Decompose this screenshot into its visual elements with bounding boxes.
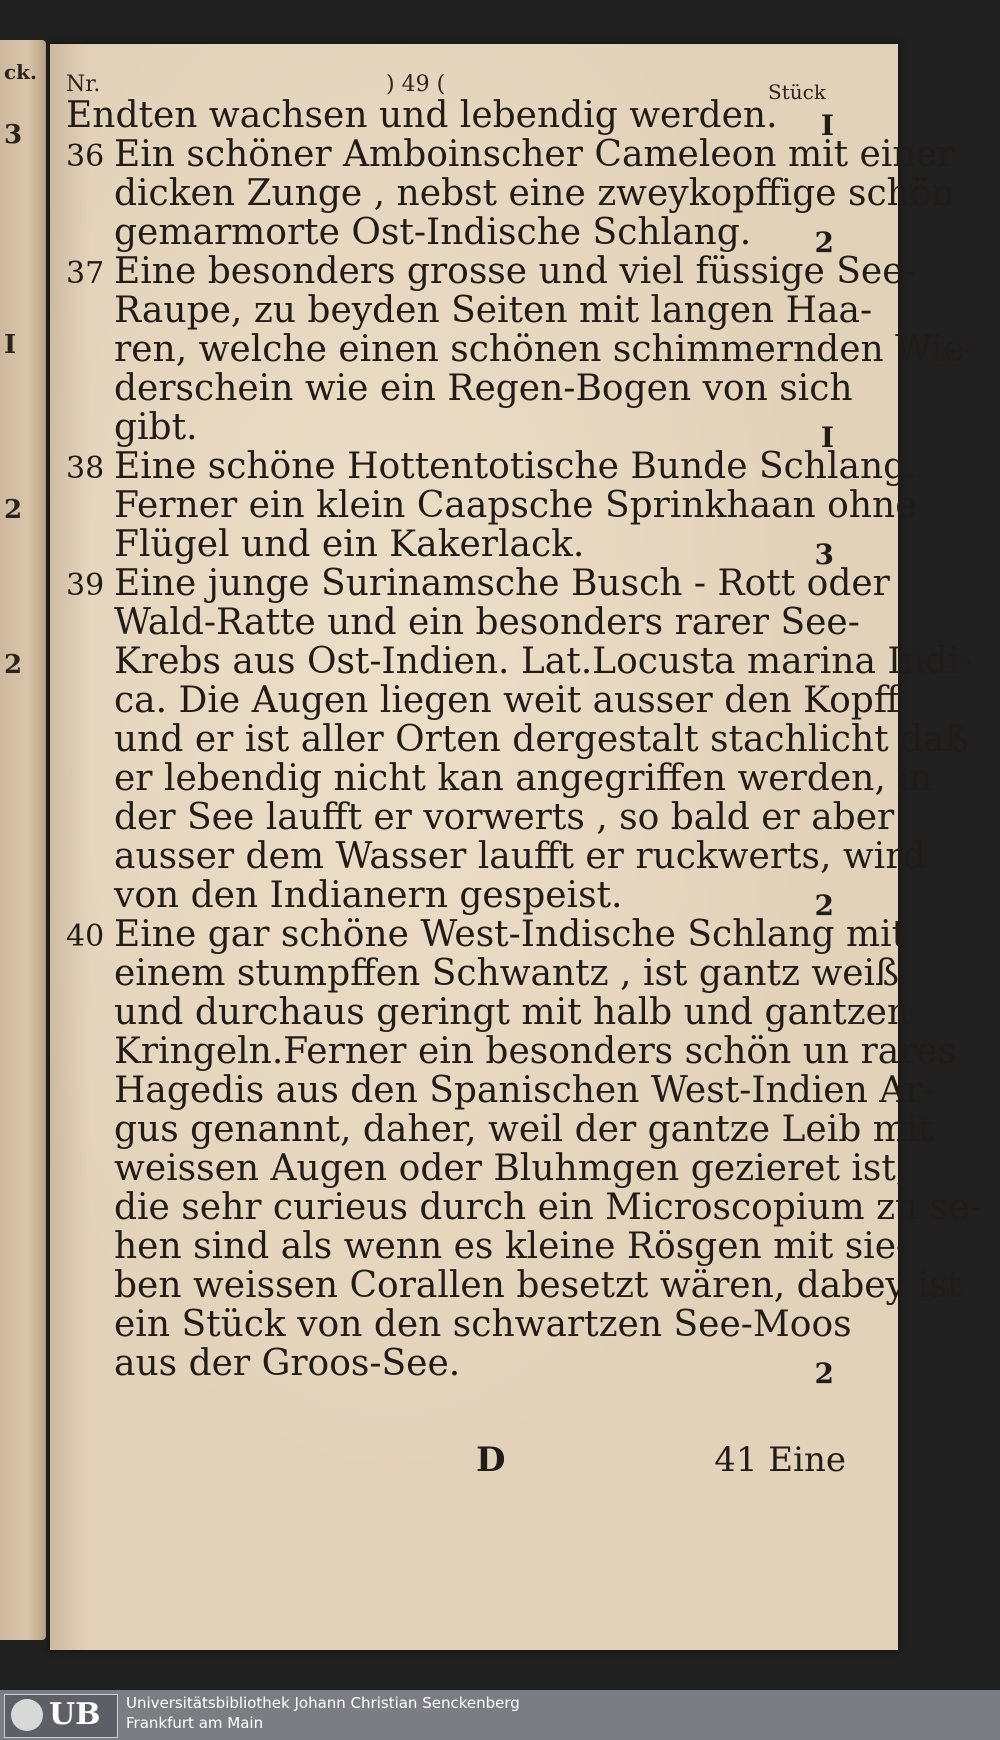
entry-line	[66, 1187, 982, 1228]
entry-line-text: ben weissen Corallen besetzt wären, dabey ist	[114, 1265, 962, 1306]
library-banner	[0, 1690, 1000, 1740]
entry-count: 2	[814, 226, 834, 259]
entry-line-text: aus der Groos-See.	[114, 1343, 461, 1384]
entry-line-text: Raupe, zu beyden Seiten mit langen Haa-	[114, 290, 873, 331]
entry-line	[66, 602, 860, 643]
entry-line-text: gus genannt, daher, weil der gantze Leib mit	[114, 1109, 933, 1150]
entry-line-text: dicken Zunge , nebst eine zweykopffige schön	[114, 173, 955, 214]
entry-line-text: ausser dem Wasser laufft er ruckwerts, wird	[114, 836, 926, 877]
catalog-entry	[66, 563, 972, 922]
entry-line	[66, 797, 895, 838]
entry-line	[66, 953, 900, 994]
entry-line	[66, 1070, 935, 1111]
signature-mark: D	[476, 1440, 506, 1480]
entry-line	[66, 251, 916, 292]
entry-line	[66, 446, 918, 487]
catalog-entry	[66, 95, 834, 142]
entry-line-text: Eine schöne Hottentotische Bunde Schlang.	[114, 446, 918, 487]
entry-line	[66, 213, 786, 252]
entry-line-text: er lebendig nicht kan angegriffen werden, in	[114, 758, 932, 799]
entry-line	[66, 914, 907, 955]
entry-line	[66, 563, 890, 604]
entry-number: 37	[66, 256, 105, 291]
entry-line-text: Hagedis aus den Spanischen West-Indien Ar-	[114, 1070, 935, 1111]
catalog-entry	[66, 134, 955, 259]
library-city: Frankfurt am Main	[126, 1714, 264, 1732]
entry-line-text: die sehr curieus durch ein Microscopium zu se-	[114, 1187, 982, 1228]
entry-line	[66, 680, 900, 721]
entry-line-text: Eine junge Surinamsche Busch - Rott oder	[114, 563, 890, 604]
entry-line-text: und er ist aller Orten dergestalt stachlicht daß	[114, 719, 969, 760]
catchword: 41 Eine	[714, 1440, 846, 1480]
entry-number: 39	[66, 568, 105, 603]
entry-line	[66, 992, 911, 1033]
entry-line	[66, 134, 955, 175]
catalog-text	[66, 95, 982, 1390]
entry-line-text: Flügel und ein Kakerlack.	[114, 524, 585, 565]
entry-line-text: Endten wachsen und lebendig werden.	[66, 95, 778, 136]
entry-line-text: Wald-Ratte und ein besonders rarer See-	[114, 602, 860, 643]
entry-line-text: Ferner ein klein Caapsche Sprinkhaan ohne	[114, 485, 917, 526]
entry-line-text: ein Stück von den schwartzen See-Moos	[114, 1304, 852, 1345]
entry-line	[66, 1265, 962, 1306]
entry-line-text: und durchaus geringt mit halb und gantzen	[114, 992, 911, 1033]
margin-mark: I	[4, 330, 17, 360]
margin-mark: ck.	[4, 60, 37, 84]
entry-line-text: gemarmorte Ost-Indische Schlang.	[114, 212, 752, 253]
entry-line	[66, 96, 786, 135]
catalog-entry	[66, 446, 918, 571]
entry-line-text: Ein schöner Amboinscher Cameleon mit einer	[114, 134, 955, 175]
page-footer	[66, 1440, 846, 1490]
entry-line-text: Kringeln.Ferner ein besonders schön un rares	[114, 1031, 957, 1072]
seal-icon	[11, 1699, 43, 1731]
entry-line-text: hen sind als wenn es kleine Rösgen mit sie-	[114, 1226, 909, 1267]
entry-line-text: Eine besonders grosse und viel füssige See-	[114, 251, 916, 292]
entry-line-text: Eine gar schöne West-Indische Schlang mit	[114, 914, 907, 955]
logo-text: UB	[49, 1697, 101, 1732]
catalog-entry	[66, 914, 982, 1390]
margin-mark: 3	[4, 120, 23, 150]
entry-line	[66, 329, 977, 370]
entry-line-text: weissen Augen oder Bluhmgen gezieret ist,	[114, 1148, 908, 1189]
page-number: ) 49 (	[386, 72, 446, 97]
entry-line	[66, 1148, 908, 1189]
entry-line	[66, 836, 926, 877]
entry-line	[66, 719, 969, 760]
entry-line-text: gibt.	[114, 407, 198, 448]
entry-line	[66, 1031, 957, 1072]
header-nr: Nr.	[66, 72, 101, 97]
entry-line	[66, 1109, 933, 1150]
entry-line	[66, 1344, 786, 1383]
margin-mark: 2	[4, 495, 23, 525]
entry-count: 2	[814, 1357, 834, 1390]
entry-line	[66, 408, 786, 447]
entry-line	[66, 173, 955, 214]
margin-mark: 2	[4, 650, 23, 680]
entry-count: 3	[814, 538, 834, 571]
entry-number: 38	[66, 451, 105, 486]
catalog-entry	[66, 251, 977, 454]
entry-line	[66, 1304, 852, 1345]
entry-line	[66, 758, 932, 799]
library-name: Universitätsbibliothek Johann Christian Senckenberg	[126, 1694, 520, 1712]
entry-line	[66, 641, 972, 682]
entry-line	[66, 290, 873, 331]
entry-number: 40	[66, 919, 105, 954]
entry-line	[66, 368, 853, 409]
entry-line-text: der See laufft er vorwerts , so bald er aber	[114, 797, 895, 838]
entry-line	[66, 485, 917, 526]
entry-line-text: derschein wie ein Regen-Bogen von sich	[114, 368, 853, 409]
header-stuck: Stück	[768, 80, 826, 104]
entry-number: 36	[66, 139, 105, 174]
entry-line-text: ca. Die Augen liegen weit ausser den Kopff	[114, 680, 900, 721]
entry-count: I	[820, 109, 834, 142]
entry-line	[66, 1226, 909, 1267]
facing-page-edge	[0, 40, 46, 1640]
entry-line	[66, 525, 786, 564]
entry-count: I	[820, 421, 834, 454]
library-logo[interactable]	[4, 1694, 118, 1738]
entry-line-text: von den Indianern gespeist.	[114, 875, 623, 916]
entry-line-text: ren, welche einen schönen schimmernden Wie-	[114, 329, 977, 370]
entry-count: 2	[814, 889, 834, 922]
entry-line-text: einem stumpffen Schwantz , ist gantz weiß	[114, 953, 900, 994]
entry-line	[66, 876, 786, 915]
entry-line-text: Krebs aus Ost-Indien. Lat.Locusta marina Indi-	[114, 641, 972, 682]
